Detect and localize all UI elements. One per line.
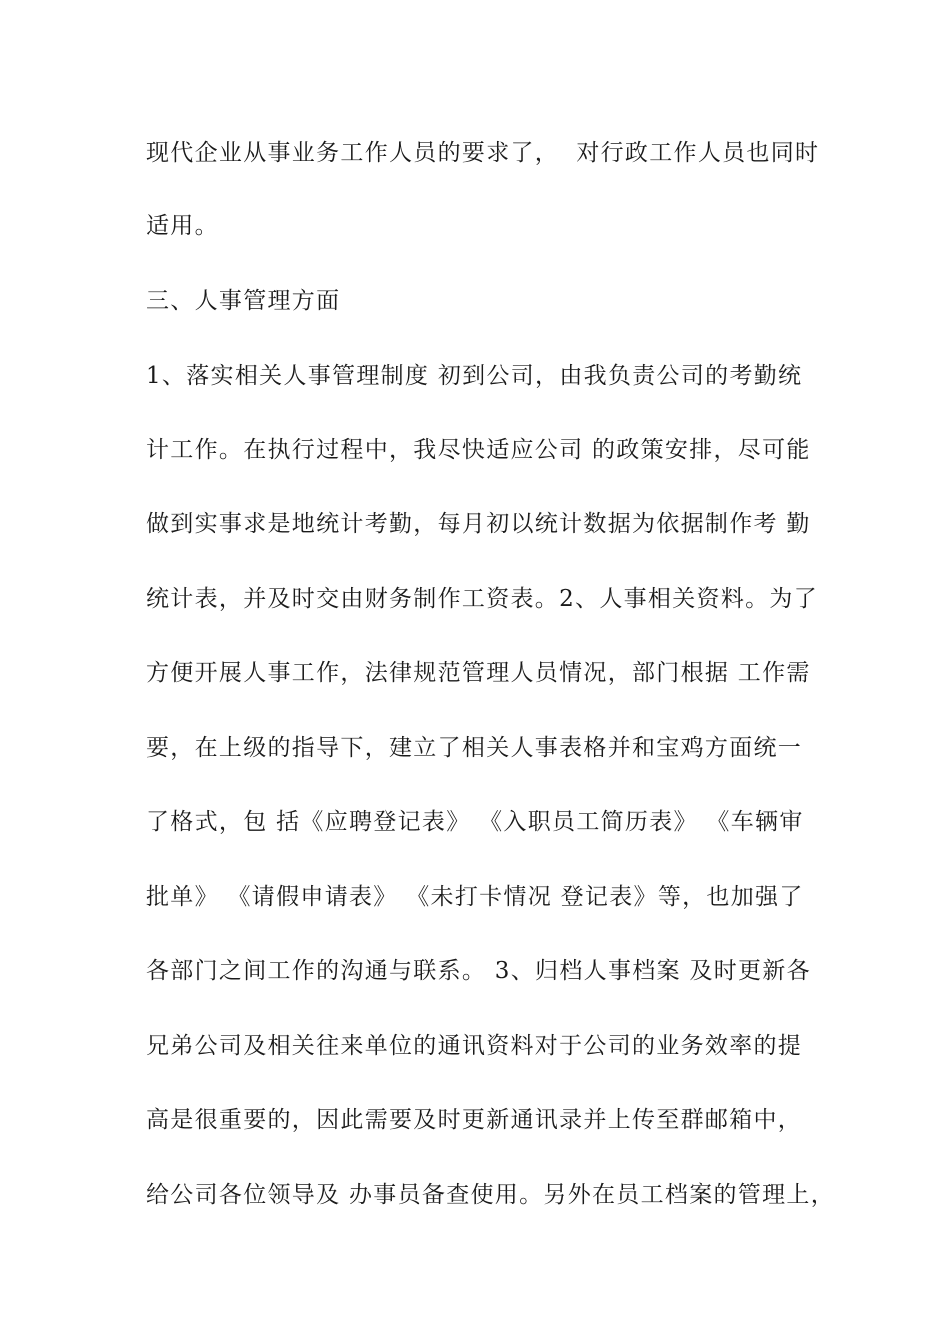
text-line: 做到实事求是地统计考勤，每月初以统计数据为依据制作考 勤 bbox=[146, 511, 811, 537]
text-line: 给公司各位领导及 办事员备查使用。另外在员工档案的管理上， bbox=[146, 1182, 836, 1208]
text-line: 批单》 《请假申请表》 《未打卡情况 登记表》等，也加强了 bbox=[146, 884, 804, 910]
text-line: 方便开展人事工作，法律规范管理人员情况，部门根据 工作需 bbox=[146, 660, 811, 686]
text-line: 统计表，并及时交由财务制作工资表。2、人事相关资料。为了 bbox=[146, 586, 819, 612]
text-line: 各部门之间工作的沟通与联系。 3、归档人事档案 及时更新各 bbox=[146, 958, 811, 984]
text-line: 要，在上级的指导下，建立了相关人事表格并和宝鸡方面统一 bbox=[146, 735, 803, 761]
text-line: 了格式，包 括《应聘登记表》 《入职员工简历表》 《车辆审 bbox=[146, 809, 804, 835]
text-line: 现代企业从事业务工作人员的要求了， 对行政工作人员也同时 bbox=[146, 140, 820, 166]
text-line: 高是很重要的，因此需要及时更新通讯录并上传至群邮箱中， bbox=[146, 1107, 803, 1133]
text-line: 兄弟公司及相关往来单位的通讯资料对于公司的业务效率的提 bbox=[146, 1033, 803, 1059]
text-line: 1、落实相关人事管理制度 初到公司，由我负责公司的考勤统 bbox=[146, 363, 803, 389]
section-heading: 三、人事管理方面 bbox=[146, 288, 341, 314]
text-line: 适用。 bbox=[146, 213, 219, 239]
text-line: 计工作。在执行过程中，我尽快适应公司 的政策安排，尽可能 bbox=[146, 437, 811, 463]
